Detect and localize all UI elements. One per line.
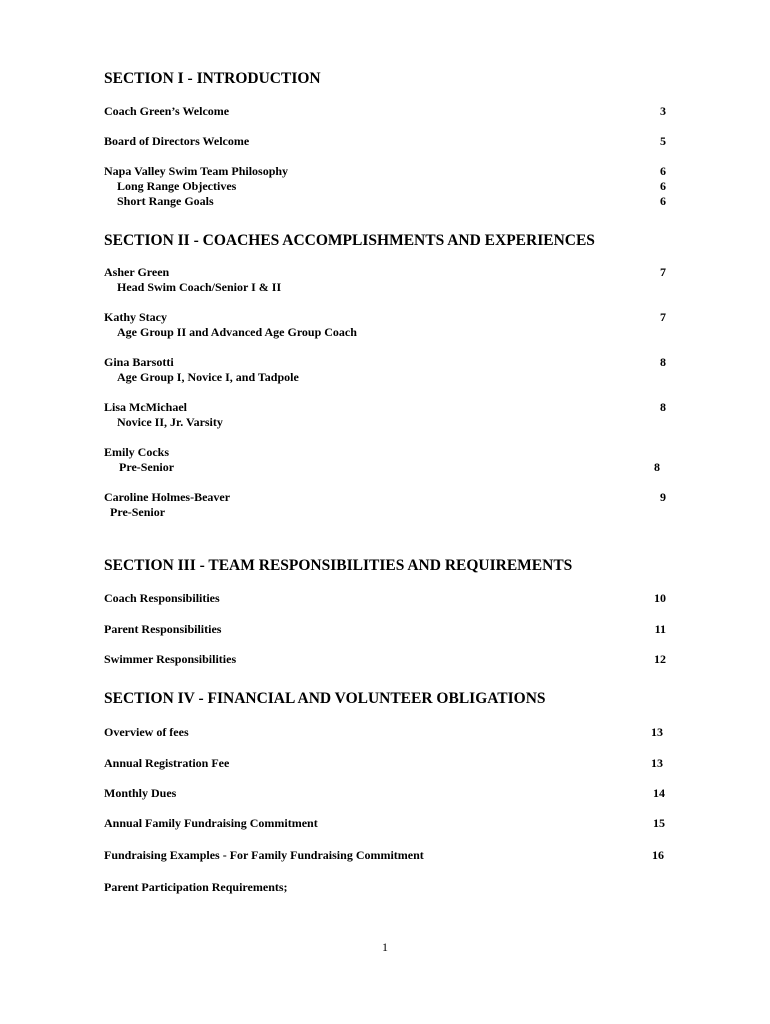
toc-subentry-label: Age Group II and Advanced Age Group Coach — [117, 325, 357, 339]
toc-entry-page: 13 — [651, 725, 663, 739]
page-number: 1 — [382, 940, 388, 954]
toc-entry-label: Overview of fees — [104, 725, 189, 739]
toc-entry-label: Lisa McMichael — [104, 400, 187, 414]
toc-entry-label: Annual Registration Fee — [104, 756, 230, 770]
toc-entry-label: Annual Family Fundraising Commitment — [104, 816, 318, 830]
toc-entry-label: Kathy Stacy — [104, 310, 167, 324]
section-1-heading: SECTION I - INTRODUCTION — [104, 70, 321, 87]
toc-entry-label: Gina Barsotti — [104, 355, 174, 369]
toc-entry-label: Board of Directors Welcome — [104, 134, 250, 148]
toc-subentry-label: Pre-Senior — [110, 505, 166, 519]
toc-entry-page: 8 — [654, 460, 660, 474]
toc-entry-label: Monthly Dues — [104, 786, 177, 800]
toc-entry-label: Asher Green — [104, 265, 170, 279]
toc-entry-page: 11 — [654, 622, 666, 636]
section-3-heading: SECTION III - TEAM RESPONSIBILITIES AND REQUIREMENTS — [104, 557, 573, 574]
toc-entry-page: 6 — [660, 164, 666, 178]
toc-entry-page: 13 — [651, 756, 663, 770]
toc-entry-page: 10 — [654, 591, 666, 605]
section-2-heading: SECTION II - COACHES ACCOMPLISHMENTS AND EXPERIENCES — [104, 232, 595, 249]
toc-subentry-label: Novice II, Jr. Varsity — [117, 415, 223, 429]
toc-entry-page: 15 — [653, 816, 665, 830]
toc-entry-label: Napa Valley Swim Team Philosophy — [104, 164, 289, 178]
toc-entry-label: Coach Green’s Welcome — [104, 104, 230, 118]
toc-entry-page: 3 — [660, 104, 666, 118]
toc-entry-page: 14 — [653, 786, 665, 800]
toc-entry-page: 8 — [660, 400, 666, 414]
toc-entry-page: 16 — [652, 848, 664, 862]
toc-entry-page: 5 — [660, 134, 666, 148]
toc-entry-label: Parent Participation Requirements; — [104, 880, 288, 894]
toc-subentry-label: Long Range Objectives — [117, 179, 237, 193]
toc-entry-page: 7 — [660, 310, 666, 324]
toc-entry-page: 8 — [660, 355, 666, 369]
toc-subentry-label: Head Swim Coach/Senior I & II — [117, 280, 282, 294]
toc-entry-page: 12 — [654, 652, 666, 666]
toc-entry-label: Parent Responsibilities — [104, 622, 222, 636]
toc-entry-page: 7 — [660, 265, 666, 279]
toc-subentry-label: Age Group I, Novice I, and Tadpole — [117, 370, 299, 384]
section-4-heading: SECTION IV - FINANCIAL AND VOLUNTEER OBLIGATIONS — [104, 690, 546, 707]
toc-entry-label: Swimmer Responsibilities — [104, 652, 237, 666]
toc-entry-label: Fundraising Examples - For Family Fundraising Commitment — [104, 848, 424, 862]
toc-entry-label: Caroline Holmes-Beaver — [104, 490, 231, 504]
toc-entry-page: 6 — [660, 194, 666, 208]
toc-subentry-label: Pre-Senior — [119, 460, 175, 474]
toc-entry-label: Coach Responsibilities — [104, 591, 220, 605]
toc-entry-label: Emily Cocks — [104, 445, 170, 459]
toc-entry-page: 9 — [660, 490, 666, 504]
toc-entry-page: 6 — [660, 179, 666, 193]
toc-subentry-label: Short Range Goals — [117, 194, 214, 208]
